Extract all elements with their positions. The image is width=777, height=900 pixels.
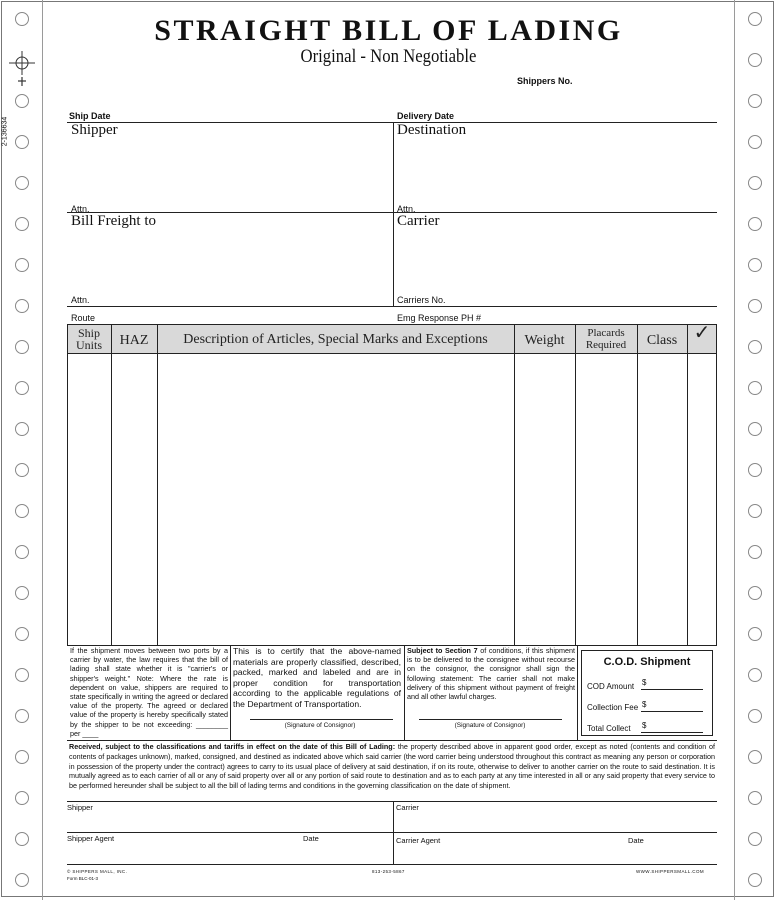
notes-bottom-rule [67,740,717,741]
ship-date-label: Ship Date [69,111,111,121]
tractor-hole [748,422,762,436]
notes-divider [404,645,405,740]
tractor-hole [15,627,29,641]
notes-divider [577,645,578,740]
tractor-hole [748,545,762,559]
section7-statement: Subject to Section 7 of conditions, if this shipment is to be delivered to the consignee without recourse on the consignor, the consignor shall sign the following statement: The carrier shall not make delivery of this shipment without payment of freight and all other lawful charges. [407,646,575,702]
tractor-hole [15,791,29,805]
carrier-signature-label: Carrier [396,803,419,812]
tractor-hole [15,545,29,559]
top-rule [67,122,717,123]
emg-response-label: Emg Response PH # [397,313,482,323]
tractor-hole [15,340,29,354]
certification-statement: This is to certify that the above-named materials are properly classified, described, packed, marked and labeled and are in proper condition for transportation according to the applicable regulations of the Department of Transportation. [233,646,401,709]
tractor-hole [15,135,29,149]
col-haz-header: HAZ [119,333,149,348]
tractor-hole [15,586,29,600]
top-center-divider [393,122,394,306]
row-rule [67,306,717,307]
table-divider [637,324,638,646]
col-class-header: Class [646,333,678,348]
carriers-no-label: Carriers No. [397,295,446,305]
tractor-hole [748,627,762,641]
signature-line [250,719,393,720]
shipper-signature-label: Shipper [67,803,93,812]
cod-amount-label: COD Amount [587,682,635,691]
delivery-date-label: Delivery Date [397,111,455,121]
tractor-hole [15,258,29,272]
tractor-hole [748,53,762,67]
attn-label: Attn. [71,204,90,214]
tractor-hole [15,381,29,395]
tractor-hole [748,217,762,231]
consignor-signature-caption: (Signature of Consignor) [454,722,526,729]
tractor-hole [15,832,29,846]
tractor-hole [748,586,762,600]
table-divider [575,324,576,646]
footer-copyright: © SHIPPERS MALL, INC. [67,869,128,874]
tractor-hole [748,258,762,272]
notes-divider [230,645,231,740]
footer-phone: 813-253-5867 [372,869,405,874]
consignor-signature-caption: (Signature of Consignor) [284,722,356,729]
tractor-hole [748,873,762,887]
tractor-hole [748,791,762,805]
table-divider [111,324,112,646]
document-subtitle: Original - Non Negotiable [300,46,477,67]
signature-grid-rule [67,801,717,802]
table-divider [157,324,158,646]
tractor-hole [748,504,762,518]
tractor-hole [748,135,762,149]
tractor-hole [15,217,29,231]
collection-fee-field[interactable] [641,711,703,712]
shipper-label: Shipper [71,122,118,138]
signature-grid-rule [67,832,717,833]
table-divider [687,324,688,646]
registration-mark-icon [9,50,35,88]
tractor-hole [15,299,29,313]
row-rule [67,212,717,213]
col-weight-header: Weight [524,333,565,348]
attn-label: Attn. [397,204,416,214]
tractor-hole [15,873,29,887]
tractor-hole [748,340,762,354]
received-terms: Received, subject to the classifications and tariffs in effect on the date of this Bill of Lading: the property described above in apparent good order, except as noted (contents and condition of contents of packages unknown), marked, consigned, and destined as indicated above which said carrier (the word carrier being understood throughout this contract as meaning any person or corporation in possession of the property under the contract) agrees to carry to its usual place of delivery at said destination, if on its route, otherwise to deliver to another carrier on the route to said destination. It is mutually agreed as to each carrier of all or any of said property over all or any portion of said route to destination and as to each party at any time interested in all or any said property that every service to be performed hereunder shall be subject to all the bill of lading terms and conditions in the governing classification on the date of shipment. [69,742,715,791]
dollar-sign: $ [642,678,647,687]
tractor-hole [15,709,29,723]
col-description-header: Description of Articles, Special Marks and Exceptions [183,332,488,347]
footer-website: WWW.SHIPPERSMALL.COM [636,869,705,874]
tractor-hole [15,668,29,682]
table-divider [514,324,515,646]
tractor-hole [748,750,762,764]
total-collect-field[interactable] [641,732,703,733]
carrier-label: Carrier [397,213,440,229]
document-title: STRAIGHT BILL OF LADING [154,14,623,47]
tractor-hole [748,94,762,108]
signature-line [419,719,562,720]
signature-grid-rule [67,864,717,865]
tractor-hole [15,94,29,108]
tractor-hole [748,381,762,395]
checkmark-icon: ✓ [693,322,711,344]
tractor-hole [748,463,762,477]
carrier-agent-label: Carrier Agent [396,836,441,845]
tractor-hole [15,463,29,477]
tractor-hole [15,422,29,436]
water-transport-note: If the shipment moves between two ports by a carrier by water, the law requires that the bill of lading shall state whether it is "carrier's or shipper's weight." Note: Where the rate is dependent on value, shippers are required to state specifically in writing the agreed or declared value of the property. The agreed or declared value of the property is hereby specifically stated by the shipper to be not exceeding: ________ per ____ [70,646,228,738]
cod-amount-field[interactable] [641,689,703,690]
route-label: Route [71,313,96,323]
footer-form-number: Form BLC-01-3 [67,876,99,881]
tractor-hole [748,709,762,723]
tractor-hole [748,668,762,682]
cod-title: C.O.D. Shipment [603,656,691,668]
bill-freight-to-label: Bill Freight to [71,213,157,229]
date-label: Date [303,834,319,843]
date-label: Date [628,836,644,845]
col-ship-units-header: Ship Units [75,326,102,352]
dollar-sign: $ [642,700,647,709]
dollar-sign: $ [642,721,647,730]
articles-table [67,324,717,646]
tractor-hole [748,176,762,190]
tractor-hole [748,299,762,313]
collection-fee-label: Collection Fee [587,703,639,712]
tractor-hole [15,176,29,190]
tractor-hole [15,750,29,764]
destination-label: Destination [397,122,467,138]
total-collect-label: Total Collect [587,724,631,733]
shippers-no-label: Shippers No. [517,76,573,86]
tractor-hole [748,832,762,846]
form-side-code: 2-136634 [1,116,9,147]
attn-label: Attn. [71,295,90,305]
tractor-hole [15,504,29,518]
col-placards-header: Placards Required [585,327,627,351]
signature-grid-divider [393,801,394,864]
shipper-agent-label: Shipper Agent [67,834,115,843]
